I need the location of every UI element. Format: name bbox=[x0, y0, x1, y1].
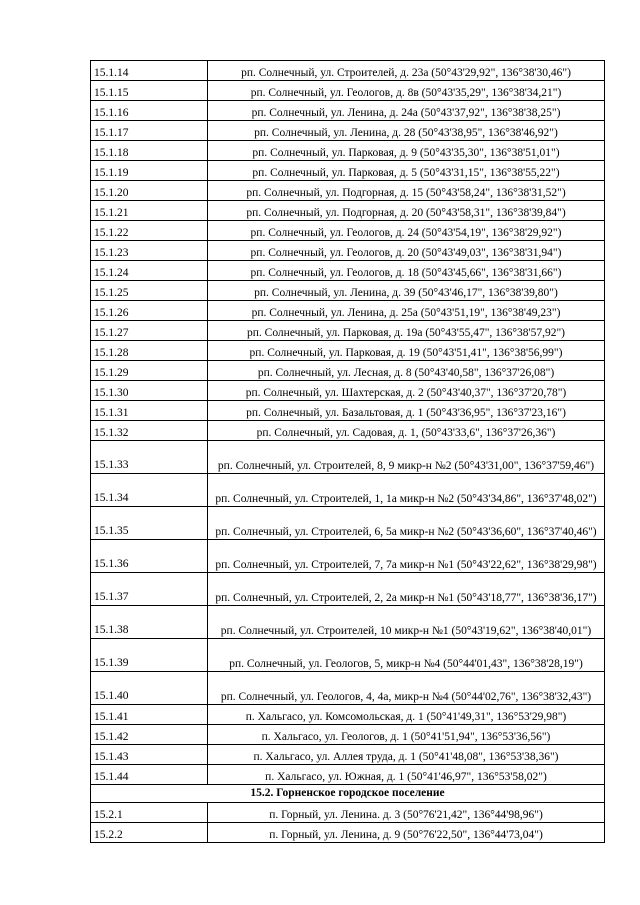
row-number: 15.1.18 bbox=[91, 141, 208, 161]
row-number: 15.1.40 bbox=[91, 672, 208, 705]
table-row bbox=[91, 381, 605, 401]
row-address: рп. Солнечный, ул. Строителей, 1, 1а микр-н №2 (50°43'34,86", 136°37'48,02") bbox=[208, 474, 605, 507]
row-address: рп. Солнечный, ул. Парковая, д. 19а (50°43'55,47", 136°38'57,92") bbox=[208, 321, 605, 341]
row-number: 15.1.28 bbox=[91, 341, 208, 361]
table-row bbox=[91, 705, 605, 725]
row-number: 15.1.30 bbox=[91, 381, 208, 401]
section-heading: 15.2. Горненское городское поселение bbox=[91, 785, 605, 803]
table-row bbox=[91, 441, 605, 474]
table-row bbox=[91, 745, 605, 765]
row-address: рп. Солнечный, ул. Базальтовая, д. 1 (50°43'36,95", 136°37'23,16") bbox=[208, 401, 605, 421]
table-row bbox=[91, 401, 605, 421]
row-address: рп. Солнечный, ул. Подгорная, д. 15 (50°43'58,24", 136°38'31,52") bbox=[208, 181, 605, 201]
address-table-body bbox=[91, 61, 605, 843]
row-number: 15.1.17 bbox=[91, 121, 208, 141]
row-number: 15.1.16 bbox=[91, 101, 208, 121]
table-row bbox=[91, 321, 605, 341]
row-address: п. Горный, ул. Ленина. д. 3 (50°76'21,42", 136°44'98,96") bbox=[208, 803, 605, 823]
row-address: п. Хальгасо, ул. Южная, д. 1 (50°41'46,97", 136°53'58,02") bbox=[208, 765, 605, 785]
row-number: 15.1.20 bbox=[91, 181, 208, 201]
row-number: 15.1.35 bbox=[91, 507, 208, 540]
row-number: 15.1.37 bbox=[91, 573, 208, 606]
row-number: 15.1.29 bbox=[91, 361, 208, 381]
table-row bbox=[91, 823, 605, 843]
row-number: 15.1.27 bbox=[91, 321, 208, 341]
row-address: рп. Солнечный, ул. Строителей, 6, 5а микр-н №2 (50°43'36,60", 136°37'40,46") bbox=[208, 507, 605, 540]
table-row bbox=[91, 725, 605, 745]
row-address: рп. Солнечный, ул. Лесная, д. 8 (50°43'40,58", 136°37'26,08") bbox=[208, 361, 605, 381]
row-address: п. Горный, ул. Ленина, д. 9 (50°76'22,50", 136°44'73,04") bbox=[208, 823, 605, 843]
row-address: рп. Солнечный, ул. Строителей, 10 микр-н №1 (50°43'19,62", 136°38'40,01") bbox=[208, 606, 605, 639]
row-number: 15.1.42 bbox=[91, 725, 208, 745]
table-row bbox=[91, 141, 605, 161]
row-address: рп. Солнечный, ул. Парковая, д. 5 (50°43'31,15", 136°38'55,22") bbox=[208, 161, 605, 181]
row-address: рп. Солнечный, ул. Строителей, 8, 9 микр-н №2 (50°43'31,00", 136°37'59,46") bbox=[208, 441, 605, 474]
row-number: 15.1.34 bbox=[91, 474, 208, 507]
table-row bbox=[91, 540, 605, 573]
table-row bbox=[91, 121, 605, 141]
row-address: рп. Солнечный, ул. Геологов, 4, 4а, микр-н №4 (50°44'02,76", 136°38'32,43") bbox=[208, 672, 605, 705]
row-address: рп. Солнечный, ул. Ленина, д. 25а (50°43'51,19", 136°38'49,23") bbox=[208, 301, 605, 321]
table-row bbox=[91, 101, 605, 121]
row-number: 15.1.22 bbox=[91, 221, 208, 241]
table-row bbox=[91, 221, 605, 241]
table-row bbox=[91, 261, 605, 281]
row-number: 15.1.32 bbox=[91, 421, 208, 441]
table-row bbox=[91, 803, 605, 823]
table-row bbox=[91, 281, 605, 301]
row-address: рп. Солнечный, ул. Геологов, д. 18 (50°43'45,66", 136°38'31,66") bbox=[208, 261, 605, 281]
row-address: рп. Солнечный, ул. Строителей, д. 23а (50°43'29,92", 136°38'30,46") bbox=[208, 61, 605, 81]
row-number: 15.1.31 bbox=[91, 401, 208, 421]
table-row bbox=[91, 361, 605, 381]
table-row bbox=[91, 765, 605, 785]
table-row bbox=[91, 639, 605, 672]
table-row bbox=[91, 341, 605, 361]
row-number: 15.1.43 bbox=[91, 745, 208, 765]
row-address: рп. Солнечный, ул. Строителей, 7, 7а микр-н №1 (50°43'22,62", 136°38'29,98") bbox=[208, 540, 605, 573]
row-address: п. Хальгасо, ул. Геологов, д. 1 (50°41'51,94", 136°53'36,56") bbox=[208, 725, 605, 745]
table-row bbox=[91, 61, 605, 81]
row-address: рп. Солнечный, ул. Парковая, д. 9 (50°43'35,30", 136°38'51,01") bbox=[208, 141, 605, 161]
row-address: рп. Солнечный, ул. Парковая, д. 19 (50°43'51,41", 136°38'56,99") bbox=[208, 341, 605, 361]
row-number: 15.1.26 bbox=[91, 301, 208, 321]
row-number: 15.1.38 bbox=[91, 606, 208, 639]
row-number: 15.2.1 bbox=[91, 803, 208, 823]
row-number: 15.1.36 bbox=[91, 540, 208, 573]
row-number: 15.1.21 bbox=[91, 201, 208, 221]
row-address: рп. Солнечный, ул. Шахтерская, д. 2 (50°43'40,37", 136°37'20,78") bbox=[208, 381, 605, 401]
row-address: рп. Солнечный, ул. Геологов, д. 8в (50°43'35,29", 136°38'34,21") bbox=[208, 81, 605, 101]
row-address: рп. Солнечный, ул. Геологов, 5, микр-н №4 (50°44'01,43", 136°38'28,19") bbox=[208, 639, 605, 672]
table-row bbox=[91, 241, 605, 261]
table-row bbox=[91, 573, 605, 606]
table-row bbox=[91, 161, 605, 181]
row-address: рп. Солнечный, ул. Садовая, д. 1, (50°43'33,6", 136°37'26,36") bbox=[208, 421, 605, 441]
row-number: 15.1.25 bbox=[91, 281, 208, 301]
section-heading-row bbox=[91, 785, 605, 803]
address-table bbox=[90, 60, 605, 843]
row-address: рп. Солнечный, ул. Подгорная, д. 20 (50°43'58,31", 136°38'39,84") bbox=[208, 201, 605, 221]
row-number: 15.1.33 bbox=[91, 441, 208, 474]
row-address: рп. Солнечный, ул. Геологов, д. 24 (50°43'54,19", 136°38'29,92") bbox=[208, 221, 605, 241]
row-address: п. Хальгасо, ул. Аллея труда, д. 1 (50°41'48,08", 136°53'38,36") bbox=[208, 745, 605, 765]
row-address: рп. Солнечный, ул. Ленина, д. 24а (50°43'37,92", 136°38'38,25") bbox=[208, 101, 605, 121]
row-number: 15.1.44 bbox=[91, 765, 208, 785]
table-row bbox=[91, 474, 605, 507]
row-address: рп. Солнечный, ул. Ленина, д. 28 (50°43'38,95", 136°38'46,92") bbox=[208, 121, 605, 141]
row-number: 15.1.24 bbox=[91, 261, 208, 281]
row-number: 15.2.2 bbox=[91, 823, 208, 843]
row-number: 15.1.41 bbox=[91, 705, 208, 725]
table-row bbox=[91, 606, 605, 639]
row-number: 15.1.39 bbox=[91, 639, 208, 672]
table-row bbox=[91, 81, 605, 101]
row-address: рп. Солнечный, ул. Строителей, 2, 2а микр-н №1 (50°43'18,77", 136°38'36,17") bbox=[208, 573, 605, 606]
row-address: рп. Солнечный, ул. Геологов, д. 20 (50°43'49,03", 136°38'31,94") bbox=[208, 241, 605, 261]
table-row bbox=[91, 301, 605, 321]
row-address: рп. Солнечный, ул. Ленина, д. 39 (50°43'46,17", 136°38'39,80") bbox=[208, 281, 605, 301]
table-row bbox=[91, 507, 605, 540]
table-row bbox=[91, 672, 605, 705]
row-number: 15.1.19 bbox=[91, 161, 208, 181]
table-row bbox=[91, 421, 605, 441]
row-number: 15.1.14 bbox=[91, 61, 208, 81]
row-number: 15.1.23 bbox=[91, 241, 208, 261]
row-address: п. Хальгасо, ул. Комсомольская, д. 1 (50°41'49,31", 136°53'29,98") bbox=[208, 705, 605, 725]
table-row bbox=[91, 181, 605, 201]
table-row bbox=[91, 201, 605, 221]
row-number: 15.1.15 bbox=[91, 81, 208, 101]
